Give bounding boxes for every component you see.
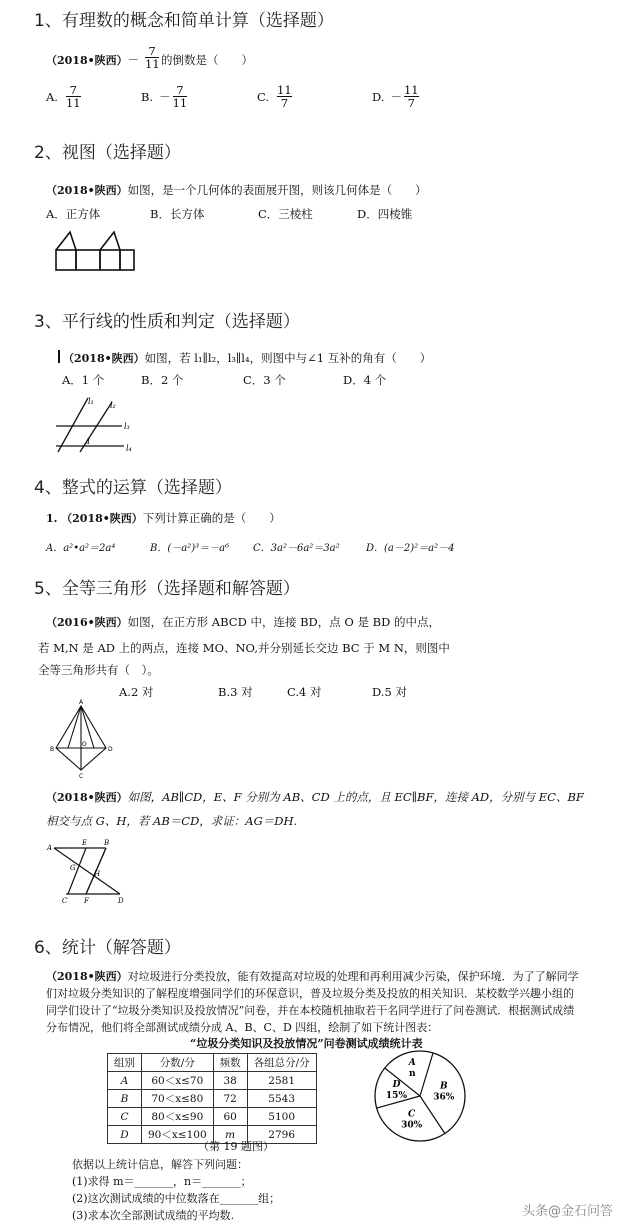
s5-fig2-label-a: A bbox=[47, 844, 53, 852]
s5-q1-line1: （2016•陕西）如图，在正方形 ABCD 中，连接 BD，点 O 是 BD 的中点， bbox=[46, 615, 441, 629]
s1-neg: － bbox=[127, 53, 140, 67]
table-cell: 2796 bbox=[247, 1126, 316, 1144]
s2-net-figure bbox=[50, 228, 140, 276]
s5-option-c[interactable]: C.4 对 bbox=[287, 685, 322, 699]
s3-option-a[interactable]: A．1 个 bbox=[62, 373, 105, 387]
s5-fig1-label-a: A bbox=[79, 699, 84, 706]
pie-label-b: B bbox=[439, 1081, 448, 1092]
s2-source: （2018•陕西） bbox=[46, 184, 128, 197]
table-row bbox=[108, 1108, 317, 1126]
s1-option-c[interactable] bbox=[257, 84, 292, 109]
pie-label-a: A bbox=[408, 1058, 416, 1069]
table-cell: 5100 bbox=[247, 1108, 316, 1126]
s1-option-label: B. bbox=[141, 89, 154, 104]
s6-table-title: “垃圾分类知识及投放情况”问卷测试成绩统计表 bbox=[190, 1037, 423, 1050]
s1-option-a[interactable] bbox=[46, 84, 81, 109]
pie-value-a: n bbox=[408, 1069, 416, 1080]
s6-q3: (3)求本次全部测试成绩的平均数. bbox=[72, 1209, 235, 1222]
watermark-text: 头条@金石问答 bbox=[522, 1204, 614, 1219]
s3-text: 如图，若 l₁∥l₂，l₃∥l₄，则图中与∠1 互补的角有（ ） bbox=[144, 351, 432, 365]
s1-option-b[interactable] bbox=[141, 84, 187, 109]
s1-option-label: D. bbox=[372, 89, 385, 104]
table-cell: 60＜x≤70 bbox=[142, 1072, 214, 1090]
s4-option-c[interactable]: C．3a²－6a²＝3a² bbox=[253, 543, 340, 554]
table-row bbox=[108, 1072, 317, 1090]
s3-question bbox=[63, 350, 431, 366]
table-cell: A bbox=[108, 1072, 142, 1090]
s1-option-sign: － bbox=[159, 89, 171, 104]
s5-fig2-label-c: C bbox=[62, 897, 68, 905]
s1-option-fraction: 11 7 bbox=[403, 83, 419, 110]
s5-fig1-label-d: D bbox=[108, 746, 113, 753]
table-cell: 38 bbox=[213, 1072, 247, 1090]
s5-q2-line1: （2018•陕西）如图，AB∥CD，E、F 分别为 AB、CD 上的点，且 EC∥BF，连接 AD，分别与 EC、BF bbox=[46, 790, 584, 804]
s4-option-a[interactable]: A．a²•a²＝2a⁴ bbox=[46, 543, 116, 554]
s2-option-a[interactable]: A．正方体 bbox=[46, 207, 101, 221]
s1-question-tail: 的倒数是（ ） bbox=[161, 53, 253, 67]
s6-q2: (2)这次测试成绩的中位数落在_______组； bbox=[72, 1192, 281, 1205]
table-cell: C bbox=[108, 1108, 142, 1126]
s5-fig1-label-c: C bbox=[79, 773, 84, 780]
s6-ask: 依据以上统计信息，解答下列问题： bbox=[72, 1158, 248, 1171]
table-cell: 5543 bbox=[247, 1090, 316, 1108]
s1-question bbox=[46, 52, 139, 68]
section-1-heading: 1、有理数的概念和简单计算（选择题） bbox=[34, 11, 334, 31]
s3-label-l4: l₄ bbox=[126, 444, 132, 453]
s4-number: 1. bbox=[46, 512, 58, 525]
s1-fraction: 7 11 bbox=[145, 44, 160, 71]
s6-para3: 同学们设计了“垃圾分类知识及投放情况”问卷，并在本校随机抽取若干名同学进行了问卷测试．根据测试成绩 bbox=[46, 1004, 575, 1017]
s4-option-d[interactable]: D．(a－2)²＝a²－4 bbox=[366, 543, 455, 554]
s2-option-b[interactable]: B．长方体 bbox=[150, 207, 205, 221]
table-header-cell: 组别 bbox=[108, 1054, 142, 1072]
table-cell: 70＜x≤80 bbox=[142, 1090, 214, 1108]
s5-option-a[interactable]: A.2 对 bbox=[119, 685, 154, 699]
s5-fig2-label-e: E bbox=[82, 839, 88, 847]
table-cell: 60 bbox=[213, 1108, 247, 1126]
pie-value-b: 36% bbox=[433, 1092, 455, 1103]
s4-question bbox=[46, 510, 281, 526]
table-row bbox=[108, 1090, 317, 1108]
table-cell: B bbox=[108, 1090, 142, 1108]
s5-fig2-label-f: F bbox=[84, 897, 89, 905]
s1-option-fraction: 11 7 bbox=[277, 83, 292, 110]
s5-q1-line2: 若 M,N 是 AD 上的两点，连接 MO、NO,并分别延长交边 BC 于 M N，则图中 bbox=[38, 641, 450, 655]
s6-figure-caption: （第 19 题图） bbox=[198, 1140, 274, 1153]
s5-option-b[interactable]: B.3 对 bbox=[218, 685, 253, 699]
s2-option-d[interactable]: D．四棱锥 bbox=[357, 207, 413, 221]
section-2-heading: 2、视图（选择题） bbox=[34, 143, 181, 163]
table-header-cell: 频数 bbox=[213, 1054, 247, 1072]
s2-question bbox=[46, 182, 427, 198]
s3-option-b[interactable]: B．2 个 bbox=[141, 373, 184, 387]
table-header-cell: 各组总分/分 bbox=[247, 1054, 316, 1072]
section-5-heading: 5、全等三角形（选择题和解答题） bbox=[34, 579, 300, 599]
s2-text: 如图，是一个几何体的表面展开图，则该几何体是（ ） bbox=[127, 183, 427, 197]
s6-para1: （2018•陕西）对垃圾进行分类投放，能有效提高对垃圾的处理和再利用减少污染，保护环境．为了了解同学 bbox=[46, 970, 579, 983]
s4-source: （2018•陕西） bbox=[61, 512, 143, 525]
s3-parallel-lines-figure bbox=[52, 394, 142, 456]
s5-kite-figure bbox=[46, 698, 116, 780]
table-cell: 2581 bbox=[247, 1072, 316, 1090]
s5-fig1-label-b: B bbox=[50, 746, 55, 753]
s3-option-c[interactable]: C．3 个 bbox=[243, 373, 286, 387]
s6-para4: 分布情况，他们将全部测试成绩分成 A、B、C、D 四组，绘制了如下统计图表： bbox=[46, 1021, 439, 1034]
s6-source: （2018•陕西） bbox=[46, 970, 128, 983]
s5-q2-line2: 相交与点 G、H，若 AB＝CD，求证：AG＝DH. bbox=[46, 814, 298, 828]
pie-value-d: 15% bbox=[385, 1091, 408, 1102]
section-4-heading: 4、整式的运算（选择题） bbox=[34, 478, 232, 498]
s5-q1-source: （2016•陕西） bbox=[46, 616, 128, 629]
s5-fig1-label-o: O bbox=[82, 741, 87, 748]
s5-fig2-label-b: B bbox=[104, 839, 110, 847]
table-cell: 90＜x≤100 bbox=[142, 1126, 214, 1144]
s1-option-label: C. bbox=[257, 89, 270, 104]
table-cell: D bbox=[108, 1126, 142, 1144]
s5-option-d[interactable]: D.5 对 bbox=[372, 685, 407, 699]
s1-source: （2018•陕西） bbox=[46, 54, 128, 67]
s1-option-fraction: 7 11 bbox=[172, 83, 188, 110]
s5-parallelogram-figure bbox=[46, 836, 136, 906]
table-header-cell: 分数/分 bbox=[142, 1054, 214, 1072]
table-cell: 80＜x≤90 bbox=[142, 1108, 214, 1126]
s6-para2: 们对垃圾分类知识的了解程度增强同学们的环保意识，普及垃圾分类及投放的相关知识．某校数学兴趣小组的 bbox=[46, 987, 574, 1000]
s5-q2-source: （2018•陕西） bbox=[46, 791, 128, 804]
s4-option-b[interactable]: B．(－a²)³＝－a⁶ bbox=[150, 543, 230, 554]
s1-option-fraction: 7 11 bbox=[65, 83, 81, 110]
s3-label-l1: l₁ bbox=[88, 397, 94, 406]
pie-label-d: D bbox=[392, 1080, 401, 1091]
s5-fig2-label-h: H bbox=[94, 870, 101, 878]
pie-value-c: 30% bbox=[401, 1120, 423, 1131]
s6-stat-table bbox=[107, 1053, 317, 1144]
s1-option-label: A. bbox=[46, 89, 58, 104]
s3-source: （2018•陕西） bbox=[63, 352, 145, 365]
s1-option-sign: － bbox=[390, 89, 402, 104]
section-6-heading: 6、统计（解答题） bbox=[34, 938, 181, 958]
s3-label-angle1: 1 bbox=[86, 437, 92, 446]
s3-marker bbox=[58, 350, 60, 363]
s5-fig2-label-g: G bbox=[70, 864, 76, 872]
s4-text: 下列计算正确的是（ ） bbox=[142, 511, 281, 525]
table-header-row bbox=[108, 1054, 317, 1072]
s5-q1-line3: 全等三角形共有（ ）。 bbox=[38, 663, 159, 677]
table-cell: 72 bbox=[213, 1090, 247, 1108]
section-3-heading: 3、平行线的性质和判定（选择题） bbox=[34, 312, 300, 332]
pie-label-c: C bbox=[408, 1109, 416, 1120]
s6-pie-chart bbox=[372, 1048, 468, 1144]
s6-q1: (1)求得 m＝_______，n＝_______； bbox=[72, 1175, 252, 1188]
s1-option-d[interactable] bbox=[372, 84, 419, 109]
s5-fig2-label-d: D bbox=[118, 897, 124, 905]
s3-label-l2: l₂ bbox=[110, 401, 116, 410]
s3-label-l3: l₃ bbox=[124, 422, 130, 431]
s3-option-d[interactable]: D．4 个 bbox=[343, 373, 387, 387]
table-cell: m bbox=[213, 1126, 247, 1144]
s2-option-c[interactable]: C．三棱柱 bbox=[258, 207, 313, 221]
